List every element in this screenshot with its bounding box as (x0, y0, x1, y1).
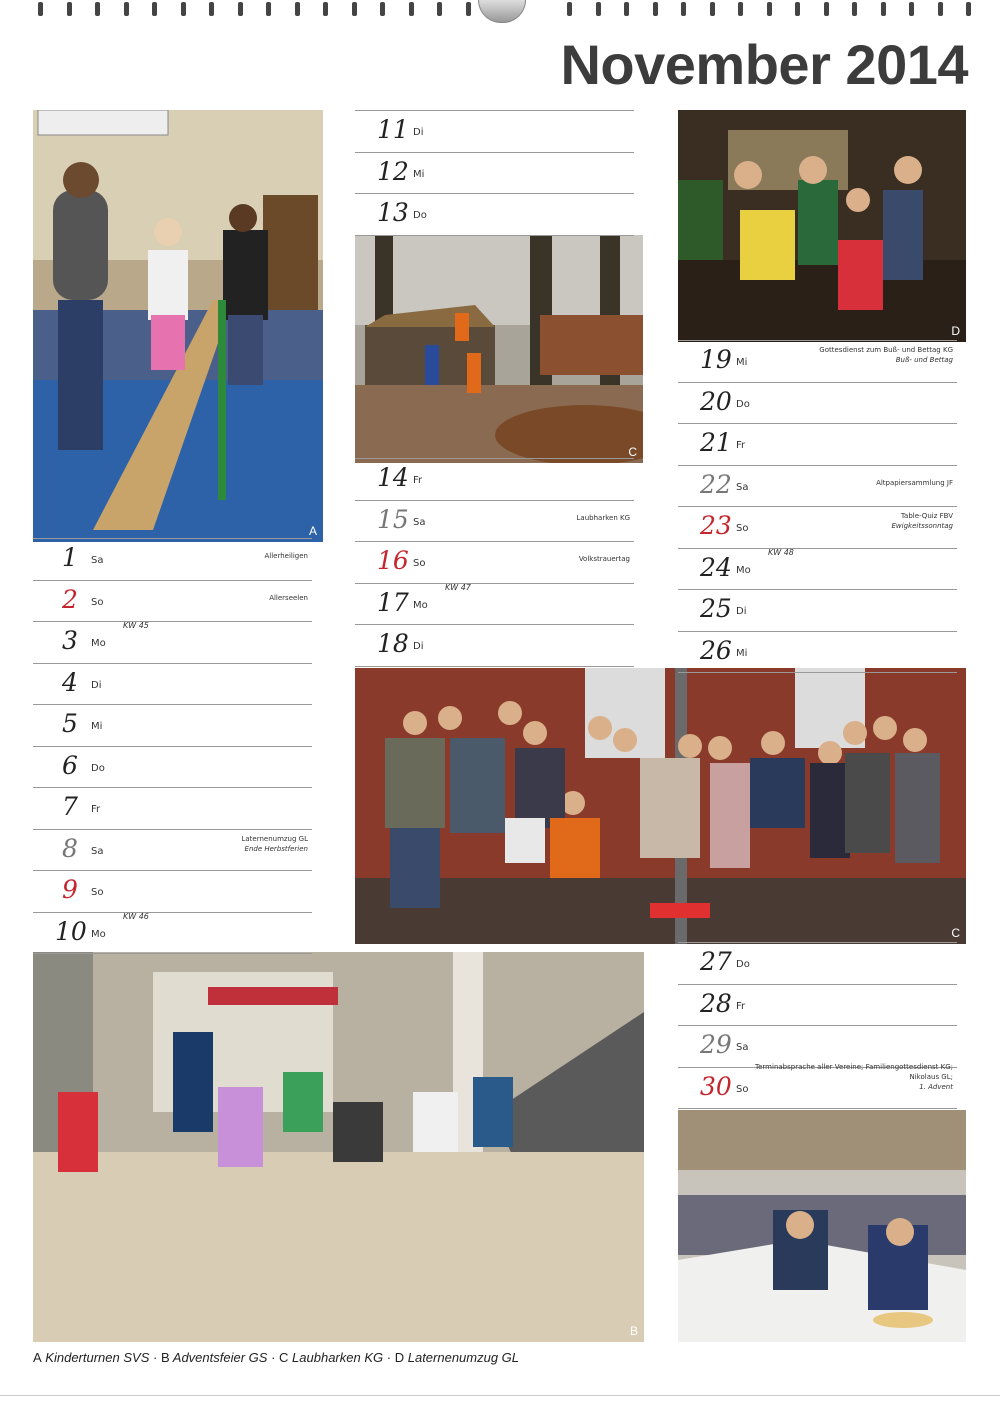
event-text: Terminabsprache aller Vereine; Familiengottesdienst KG; Nikolaus GL; (755, 1062, 953, 1081)
day-row (355, 193, 634, 236)
binding-ring (881, 2, 886, 16)
photo-cafe (678, 1110, 966, 1342)
day-number: 28 (700, 988, 732, 1018)
day-events (269, 593, 308, 603)
weekday-label: Di (736, 606, 747, 617)
day-number: 3 (62, 626, 78, 655)
day-events (264, 551, 308, 561)
caption-letter-b: B (160, 1350, 170, 1365)
day-row (678, 984, 957, 1026)
weekday-label: Do (91, 762, 105, 774)
caption-text-a: Kinderturnen SVS (45, 1350, 150, 1365)
caption-text-d: Laternenumzug GL (407, 1350, 520, 1365)
day-number: 14 (377, 463, 409, 492)
photo-laubharken-work (355, 235, 643, 463)
day-number: 5 (62, 709, 78, 738)
holiday-text: Ewigkeitssonntag (891, 522, 953, 530)
weekday-label: Mo (91, 638, 106, 649)
day-number: 1 (62, 543, 78, 572)
day-row (33, 663, 312, 705)
weekday-label: Do (413, 210, 427, 221)
day-column-1 (33, 538, 312, 954)
holiday-text: 1. Advent (919, 1082, 953, 1091)
day-number: 13 (377, 198, 409, 227)
weekday-label: Do (736, 959, 750, 970)
binding-ring (624, 2, 629, 16)
weekday-label: Sa (736, 1042, 749, 1053)
binding-ring (852, 2, 857, 16)
binding-ring (152, 2, 157, 16)
day-row (33, 787, 312, 829)
binding-ring (681, 2, 686, 16)
day-number: 4 (62, 667, 78, 697)
binding-ring (596, 2, 601, 16)
binding-ring (266, 2, 271, 16)
day-events (753, 1062, 953, 1092)
event-text: Table-Quiz FBV (900, 512, 953, 520)
day-number: 18 (377, 629, 409, 658)
day-number: 6 (62, 750, 78, 780)
weekday-label: Sa (91, 845, 104, 857)
caption-letter-c: C (279, 1350, 289, 1365)
binding-ring (409, 2, 414, 16)
day-number: 12 (377, 156, 409, 186)
weekday-label: So (736, 523, 749, 534)
weekday-label: Mo (736, 564, 751, 576)
binding-ring (238, 2, 243, 16)
day-events (241, 834, 308, 854)
day-row (33, 580, 312, 622)
day-column-2-mid (355, 458, 634, 667)
weekday-label: Fr (736, 440, 746, 451)
day-number: 21 (700, 428, 732, 457)
binding-ring (295, 2, 300, 16)
weekday-label: So (91, 596, 104, 608)
binding-ring (738, 2, 743, 16)
caption-letter-d: D (394, 1350, 405, 1365)
day-number: 15 (377, 504, 409, 534)
day-row (355, 500, 634, 542)
weekday-label: So (413, 558, 426, 569)
event-text: Laubharken KG (576, 513, 630, 522)
event-text: Gottesdienst zum Buß- und Bettag KG (819, 346, 953, 354)
day-column-3-mid (678, 340, 957, 673)
binding-ring (909, 2, 914, 16)
day-number: 20 (700, 386, 732, 416)
binding-ring (95, 2, 100, 16)
weekday-label: So (736, 1083, 749, 1095)
day-row (355, 152, 634, 194)
event-text: Volkstrauertag (578, 555, 630, 563)
day-number: 23 (700, 511, 732, 540)
photo-letter: A (308, 524, 317, 538)
holiday-text: Ende Herbstferien (244, 844, 308, 853)
binding-ring (124, 2, 129, 16)
day-column-2-top (355, 110, 634, 236)
day-row (33, 621, 312, 663)
weekday-label: Di (91, 679, 102, 691)
day-row (678, 631, 957, 674)
day-row (33, 870, 312, 912)
caption-text-c: Laubharken KG (292, 1350, 384, 1365)
binding-ring (966, 2, 971, 16)
day-row (678, 382, 957, 424)
day-row (33, 746, 312, 788)
caption-text-b: Adventsfeier GS (172, 1350, 268, 1365)
binding-ring (209, 2, 214, 16)
weekday-label: Mo (413, 599, 428, 611)
caption-separator: · (271, 1350, 276, 1365)
day-row (678, 423, 957, 465)
binding-ring (323, 2, 328, 16)
day-row (33, 912, 312, 955)
caption-letter-a: A (33, 1350, 42, 1365)
bottom-divider (0, 1395, 1000, 1396)
binding-ring (437, 2, 442, 16)
day-number: 7 (62, 792, 78, 821)
calendar-week-label: KW 47 (445, 582, 471, 592)
weekday-label: Fr (91, 804, 101, 815)
photo-letter: C (628, 445, 637, 459)
weekday-label: Sa (736, 481, 749, 493)
day-number: 22 (700, 469, 732, 499)
day-row (33, 829, 312, 871)
weekday-label: Mi (91, 721, 103, 732)
binding-ring (824, 2, 829, 16)
day-events (891, 511, 953, 531)
page-title: November 2014 (560, 33, 968, 96)
day-row (678, 548, 957, 590)
binding-ring (67, 2, 72, 16)
photo-letter: C (951, 926, 960, 940)
weekday-label: Sa (91, 555, 104, 566)
caption-separator: · (153, 1350, 158, 1365)
binding-ring (352, 2, 357, 16)
day-events (577, 513, 630, 523)
day-row (355, 583, 634, 625)
day-row (355, 458, 634, 500)
binding-ring (938, 2, 943, 16)
event-text: Allerheiligen (264, 552, 308, 560)
day-row (355, 624, 634, 667)
weekday-label: Di (413, 641, 424, 652)
day-number: 10 (55, 916, 87, 946)
day-events (579, 554, 630, 564)
weekday-label: So (91, 887, 104, 898)
photo-letter: B (629, 1324, 638, 1338)
day-events (876, 478, 953, 488)
photo-laternenumzug (678, 110, 966, 342)
binding-ring (710, 2, 715, 16)
photo-kinderturnen (33, 110, 323, 542)
photo-adventsfeier (33, 952, 644, 1342)
day-number: 19 (700, 345, 732, 374)
day-row (678, 1025, 957, 1067)
weekday-label: Do (736, 398, 750, 410)
holiday-text: Buß- und Bettag (895, 356, 953, 364)
day-number: 16 (377, 546, 409, 575)
weekday-label: Mi (413, 168, 425, 180)
day-number: 11 (377, 115, 409, 144)
day-row (678, 465, 957, 507)
day-row (678, 340, 957, 382)
caption-separator: · (386, 1350, 392, 1365)
weekday-label: Mi (736, 647, 748, 659)
binding-ring (466, 2, 471, 16)
day-row (678, 942, 957, 984)
day-number: 17 (377, 587, 409, 617)
day-row (678, 1062, 957, 1110)
weekday-label: Mo (91, 928, 106, 940)
day-number: 30 (700, 1071, 732, 1101)
binding-ring (795, 2, 800, 16)
weekday-label: Mi (736, 357, 748, 368)
calendar-week-label: KW 45 (123, 621, 149, 630)
day-events (819, 345, 953, 365)
day-row (33, 704, 312, 746)
weekday-label: Fr (413, 475, 423, 486)
binding-ring (380, 2, 385, 16)
day-number: 26 (700, 635, 732, 665)
binding-ring (38, 2, 43, 16)
calendar-week-label: KW 48 (768, 547, 794, 557)
day-number: 2 (62, 584, 78, 614)
binding-ring (767, 2, 772, 16)
day-row (355, 541, 634, 583)
weekday-label: Di (413, 127, 424, 138)
event-text: Laternenumzug GL (241, 834, 308, 843)
day-number: 9 (62, 875, 78, 904)
weekday-label: Fr (736, 1000, 746, 1012)
day-row (355, 110, 634, 152)
weekday-label: Sa (413, 516, 426, 528)
day-number: 29 (700, 1030, 732, 1059)
day-number: 27 (700, 947, 732, 976)
binding-ring (181, 2, 186, 16)
binding-ring (653, 2, 658, 16)
photo-caption (33, 1350, 519, 1365)
photo-letter: D (951, 324, 960, 338)
day-number: 24 (700, 552, 732, 582)
day-number: 25 (700, 594, 732, 623)
binding-ring (567, 2, 572, 16)
calendar-week-label: KW 46 (123, 911, 149, 921)
day-row (678, 506, 957, 548)
day-row (678, 589, 957, 631)
photo-laubharken-group (355, 668, 966, 944)
day-row (33, 538, 312, 580)
day-column-3-bottom (678, 942, 957, 1109)
day-number: 8 (62, 833, 78, 863)
event-text: Altpapiersammlung JF (876, 478, 953, 487)
event-text: Allerseelen (269, 593, 308, 602)
